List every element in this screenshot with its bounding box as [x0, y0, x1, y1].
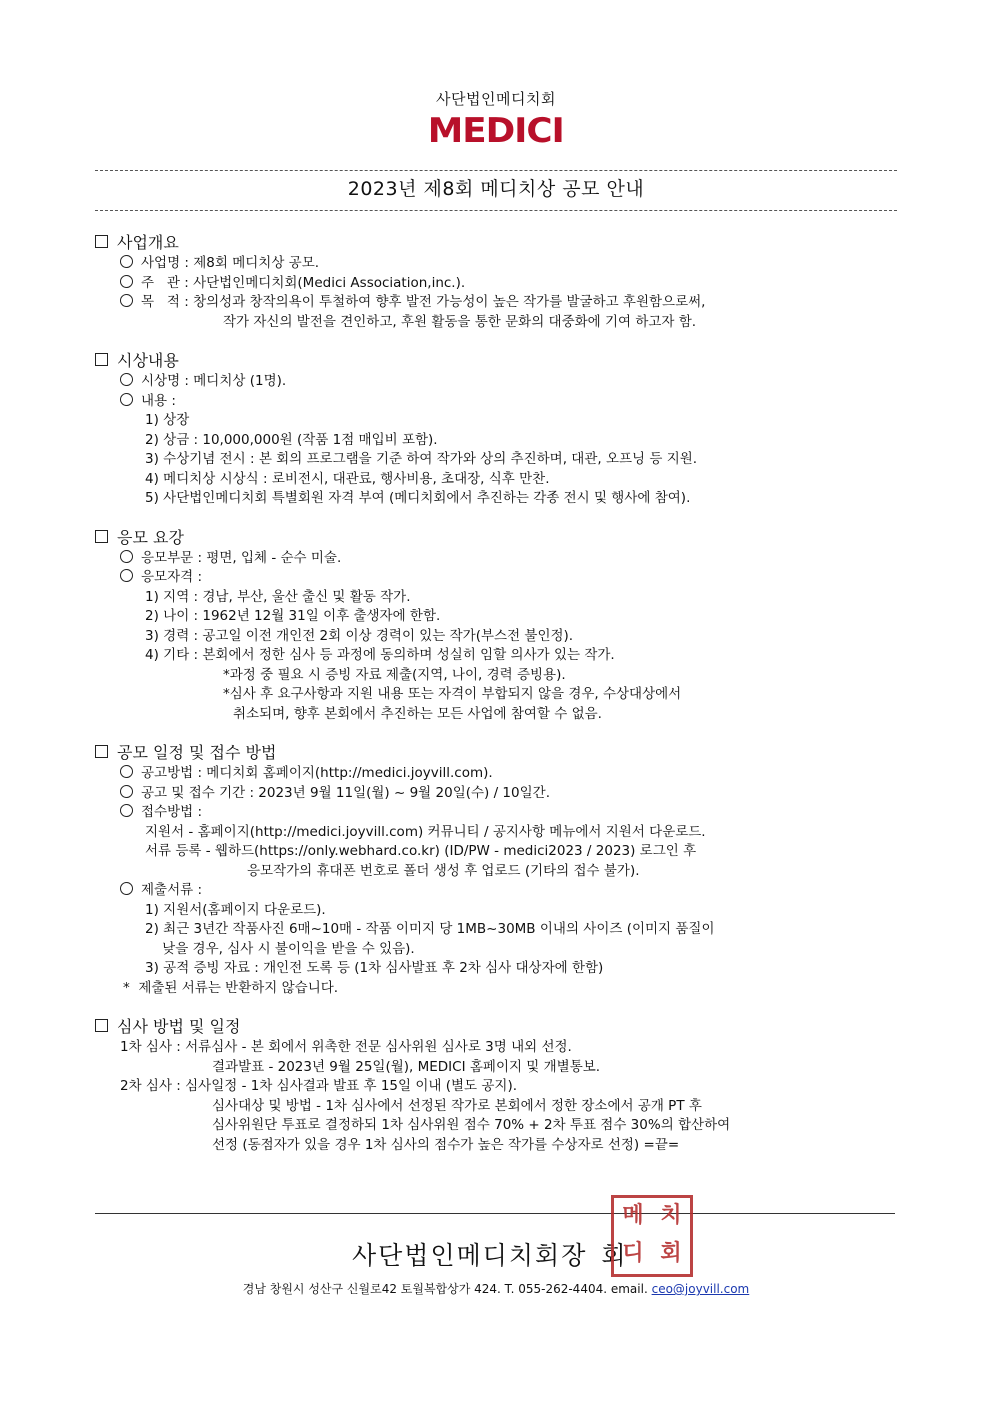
list-item — [95, 764, 900, 784]
list-item-text: 낮을 경우, 심사 시 불이익을 받을 수 있음). — [145, 940, 415, 957]
list-item — [95, 607, 900, 627]
header — [0, 88, 992, 149]
list-item-text: 심사대상 및 방법 - 1차 심사에서 선정된 작가로 본회에서 정한 장소에서 공개 PT 후 — [212, 1097, 702, 1114]
signature-line — [352, 1236, 627, 1272]
list-item — [95, 881, 900, 901]
circle-bullet-icon — [120, 275, 133, 288]
list-item-text: 작가 자신의 발전을 견인하고, 후원 활동을 통한 문화의 대중화에 기여 하고자 함. — [223, 313, 697, 330]
section — [95, 350, 900, 509]
list-item-text: 3) 경력 : 공고일 이전 개인전 2회 이상 경력이 있는 작가(부스전 불인정). — [145, 627, 574, 644]
list-item — [95, 784, 900, 804]
address-text: 경남 창원시 성산구 신월로42 토월복합상가 424. T. 055-262-4404. email. — [242, 1282, 648, 1296]
list-item — [95, 313, 900, 333]
list-item — [95, 1097, 900, 1117]
square-bullet-icon — [95, 1019, 108, 1032]
list-item-text: 접수방법 : — [141, 804, 203, 820]
section-heading-text: 시상내용 — [117, 351, 179, 370]
circle-bullet-icon — [120, 882, 133, 895]
list-item-text: 공고방법 : 메디치회 홈페이지(http://medici.joyvill.com). — [141, 765, 493, 781]
circle-bullet-icon — [120, 393, 133, 406]
list-item — [95, 489, 900, 509]
list-item-text: 결과발표 - 2023년 9월 25일(월), MEDICI 홈페이지 및 개별통보. — [212, 1058, 601, 1075]
list-item-text: 시상명 : 메디치상 (1명). — [141, 373, 287, 389]
section-heading — [95, 742, 900, 764]
list-item-text: 내용 : — [141, 392, 176, 409]
list-item — [95, 1116, 900, 1136]
list-item-text: 목 적 : 창의성과 창작의욕이 투철하여 향후 발전 가능성이 높은 작가를 발굴하고 후원함으로써, — [141, 294, 706, 310]
list-item — [95, 372, 900, 392]
list-item — [95, 411, 900, 431]
circle-bullet-icon — [120, 804, 133, 817]
list-item-text: 주 관 : 사단법인메디치회(Medici Association,inc.). — [141, 274, 466, 291]
list-item — [95, 392, 900, 412]
list-item-text: 응모작가의 휴대폰 번호로 폴더 생성 후 업로드 (기타의 접수 불가). — [247, 862, 640, 879]
list-item-text: 서류 등록 - 웹하드(https://only.webhard.co.kr) (ID/PW - medici2023 / 2023) 로그인 후 — [145, 843, 697, 859]
top-divider — [95, 170, 897, 171]
section — [95, 527, 900, 725]
list-item — [95, 293, 900, 313]
list-item-text: 2차 심사 : 심사일정 - 1차 심사결과 발표 후 15일 이내 (별도 공지). — [120, 1078, 517, 1094]
list-item-text: 4) 기타 : 본회에서 정한 심사 등 과정에 동의하며 성실히 임할 의사가 있는 작가. — [145, 647, 615, 663]
list-item-text: 1) 지역 : 경남, 부산, 울산 출신 및 활동 작가. — [145, 588, 411, 605]
list-item — [95, 1077, 900, 1097]
email-link[interactable]: ceo@joyvill.com — [651, 1282, 750, 1296]
list-item-text: 3) 공적 증빙 자료 : 개인전 도록 등 (1차 심사발표 후 2차 심사 대상자에 한함) — [145, 960, 604, 976]
circle-bullet-icon — [120, 765, 133, 778]
seal-character: 메 — [622, 1203, 644, 1228]
section-heading-text: 사업개요 — [117, 233, 179, 252]
seal-character: 회 — [660, 1241, 682, 1266]
medici-logo — [428, 113, 564, 149]
list-item — [95, 254, 900, 274]
list-item — [95, 627, 900, 647]
circle-bullet-icon — [120, 255, 133, 268]
footer-divider — [95, 1213, 895, 1214]
list-item — [95, 588, 900, 608]
circle-bullet-icon — [120, 294, 133, 307]
list-item — [95, 1136, 900, 1156]
list-item — [95, 1038, 900, 1058]
list-item — [95, 666, 900, 686]
list-item-text: 2) 최근 3년간 작품사진 6매~10매 - 작품 이미지 당 1MB~30MB 이내의 사이즈 (이미지 품질이 — [145, 921, 715, 937]
circle-bullet-icon — [120, 550, 133, 563]
list-item-text: 선정 (동점자가 있을 경우 1차 심사의 점수가 높은 작가를 수상자로 선정) =끝= — [212, 1136, 680, 1153]
square-bullet-icon — [95, 530, 108, 543]
list-item — [95, 470, 900, 490]
square-bullet-icon — [95, 745, 108, 758]
organization-name: 사단법인메디치회 — [436, 90, 556, 108]
seal-character: 디 — [622, 1241, 644, 1266]
list-item — [95, 901, 900, 921]
section-heading — [95, 527, 900, 549]
circle-bullet-icon — [120, 373, 133, 386]
list-item — [95, 568, 900, 588]
list-item-text: 1차 심사 : 서류심사 - 본 회에서 위촉한 전문 심사위원 심사로 3명 내외 선정. — [120, 1039, 572, 1055]
list-item-text: 3) 수상기념 전시 : 본 회의 프로그램을 기준 하여 작가와 상의 추진하며, 대관, 오프닝 등 지원. — [145, 451, 698, 467]
list-item-text: 2) 나이 : 1962년 12월 31일 이후 출생자에 한함. — [145, 608, 441, 624]
list-item-text: 취소되며, 향후 본회에서 추진하는 모든 사업에 참여할 수 없음. — [233, 705, 602, 722]
circle-bullet-icon — [120, 569, 133, 582]
logo-text: MEDICI — [427, 111, 565, 151]
list-item-text: 4) 메디치상 시상식 : 로비전시, 대관료, 행사비용, 초대장, 식후 만찬. — [145, 470, 550, 487]
list-item — [95, 940, 900, 960]
list-item-text: 제출서류 : — [141, 882, 203, 898]
document-body — [95, 232, 900, 1173]
section-heading — [95, 1016, 900, 1038]
section-heading-text: 응모 요강 — [117, 527, 184, 547]
document-title: 2023년 제8회 메디치상 공모 안내 — [347, 178, 645, 200]
title-divider — [95, 210, 897, 211]
section-heading-text: 공모 일정 및 접수 방법 — [117, 743, 277, 762]
list-item — [95, 803, 900, 823]
list-item-text: *과정 중 필요 시 증빙 자료 제출(지역, 나이, 경력 증빙용). — [223, 666, 566, 683]
square-bullet-icon — [95, 353, 108, 366]
list-item-text: *심사 후 요구사항과 지원 내용 또는 자격이 부합되지 않을 경우, 수상대상에서 — [223, 686, 682, 702]
list-item — [95, 823, 900, 843]
list-item-text: 심사위원단 투표로 결정하되 1차 심사위원 점수 70% + 2차 투표 점수 30%의 합산하여 — [212, 1117, 731, 1133]
list-item — [95, 450, 900, 470]
list-item — [95, 920, 900, 940]
list-item — [95, 862, 900, 882]
list-item — [95, 979, 900, 999]
list-item-text: 응모자격 : — [141, 569, 203, 585]
section-heading — [95, 350, 900, 372]
list-item — [95, 842, 900, 862]
section — [95, 232, 900, 332]
list-item — [95, 705, 900, 725]
list-item — [95, 646, 900, 666]
list-item — [95, 431, 900, 451]
list-item — [95, 959, 900, 979]
section-heading — [95, 232, 900, 254]
list-item — [95, 1058, 900, 1078]
section — [95, 1016, 900, 1155]
signature-title: 사단법인메디치회장 — [352, 1241, 588, 1270]
signature-suffix: 회 — [601, 1241, 628, 1270]
section-heading-text: 심사 방법 및 일정 — [117, 1017, 241, 1036]
list-item-text: 2) 상금 : 10,000,000원 (작품 1점 매입비 포함). — [145, 431, 438, 448]
list-item-text: 5) 사단법인메디치회 특별회원 자격 부여 (메디치회에서 추진하는 각종 전시 및 행사에 참여). — [145, 490, 691, 506]
official-seal-stamp — [611, 1195, 693, 1277]
section — [95, 742, 900, 998]
list-item-text: 응모부문 : 평면, 입체 - 순수 미술. — [141, 549, 342, 566]
list-item-text: 1) 상장 — [145, 412, 190, 428]
list-item-text: 공고 및 접수 기간 : 2023년 9월 11일(월) ~ 9월 20일(수) / 10일간. — [141, 784, 550, 801]
list-item-text: 사업명 : 제8회 메디치상 공모. — [141, 255, 320, 271]
list-item-text: 지원서 - 홈페이지(http://medici.joyvill.com) 커뮤니티 / 공지사항 메뉴에서 지원서 다운로드. — [145, 823, 706, 840]
list-item-text: * 제출된 서류는 반환하지 않습니다. — [123, 979, 339, 996]
circle-bullet-icon — [120, 785, 133, 798]
square-bullet-icon — [95, 235, 108, 248]
list-item-text: 1) 지원서(홈페이지 다운로드). — [145, 901, 326, 918]
footer-address — [0, 1280, 992, 1297]
list-item — [95, 685, 900, 705]
list-item — [95, 549, 900, 569]
list-item — [95, 274, 900, 294]
seal-character: 치 — [660, 1203, 682, 1228]
